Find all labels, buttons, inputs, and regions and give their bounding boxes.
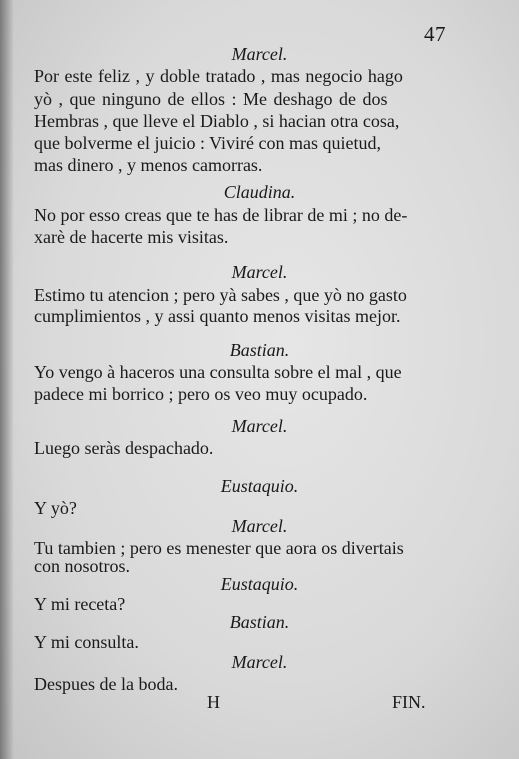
speaker-name: Marcel. (231, 416, 288, 436)
speaker-name: Bastian. (229, 612, 290, 632)
text-line: Yo vengo à haceros una consulta sobre el mal , que (34, 362, 402, 382)
page-number: 47 (424, 22, 446, 46)
signature-mark: H (207, 692, 220, 712)
text-line: yò , que ninguno de ellos : Me deshago de dos (34, 89, 388, 109)
text-line: Y yò? (34, 498, 77, 518)
text-line: Hembras , que lleve el Diablo , si hacian otra cosa, (34, 111, 400, 131)
text-line: Por este feliz , y doble tratado , mas negocio hago (34, 66, 403, 86)
text-line: con nosotros. (34, 556, 130, 576)
text-line: Despues de la boda. (34, 674, 178, 694)
speaker-name: Bastian. (229, 340, 290, 360)
speaker-name: Eustaquio. (220, 574, 299, 594)
text-line: padece mi borrico ; pero os veo muy ocupado. (34, 384, 368, 404)
text-line: Y mi consulta. (34, 632, 139, 652)
speaker-name: Marcel. (231, 652, 288, 672)
speaker-name: Marcel. (231, 516, 288, 536)
text-line: Luego seràs despachado. (34, 438, 214, 458)
speaker-name: Eustaquio. (220, 476, 299, 496)
text-line: xarè de hacerte mis visitas. (34, 227, 229, 247)
text-line: Tu tambien ; pero es menester que aora os divertais (34, 538, 404, 558)
text-line: que bolverme el juicio : Viviré con mas quietud, (34, 133, 382, 153)
text-line: cumplimientos , y assi quanto menos visitas mejor. (34, 306, 401, 326)
text-line: mas dinero , y menos camorras. (34, 155, 263, 175)
text-line: Y mi receta? (34, 594, 126, 614)
speaker-name: Marcel. (231, 44, 288, 64)
text-line: Estimo tu atencion ; pero yà sabes , que yò no gasto (34, 285, 407, 305)
speaker-name: Marcel. (231, 262, 288, 282)
end-mark: FIN. (392, 692, 426, 712)
speaker-name: Claudina. (223, 182, 296, 202)
text-line: No por esso creas que te has de librar de mi ; no de- (34, 205, 408, 225)
